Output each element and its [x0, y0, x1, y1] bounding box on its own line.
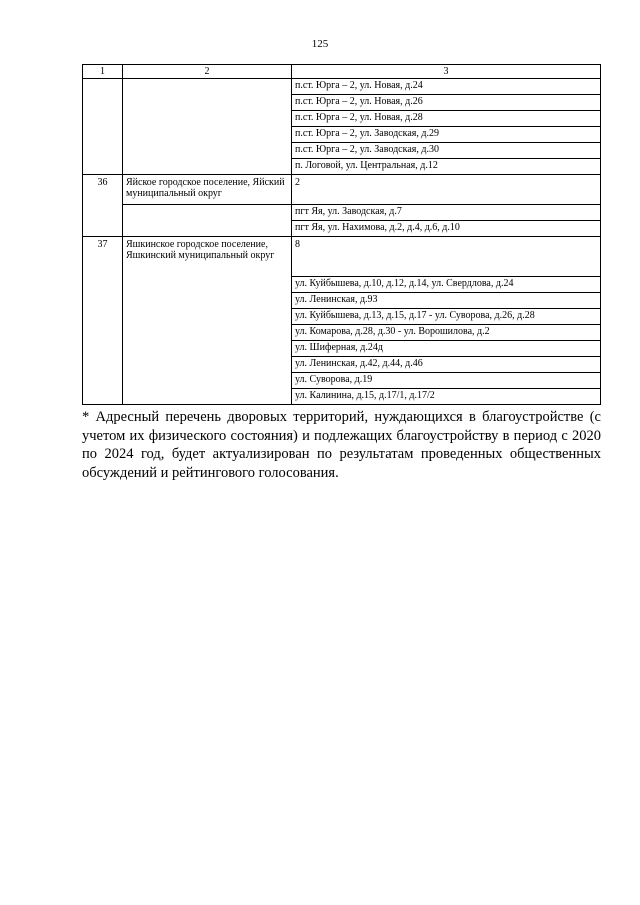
settlement-name-37: Яшкинское городское поселение, Яшкинский муниципальный округ: [123, 237, 292, 405]
table-header-row: [83, 65, 601, 79]
address-cell: ул. Комарова, д.28, д.30 - ул. Ворошилова, д.2: [292, 325, 601, 341]
table-row: [83, 79, 601, 95]
row-number-36: 36: [83, 175, 123, 237]
address-cell: ул. Куйбышева, д.13, д.15, д.17 - ул. Суворова, д.26, д.28: [292, 309, 601, 325]
settlement-name-cell-empty: [123, 205, 292, 237]
address-count-37: 8: [292, 237, 601, 277]
address-table: [82, 64, 601, 405]
address-count-36: 2: [292, 175, 601, 205]
address-cell: ул. Куйбышева, д.10, д.12, д.14, ул. Свердлова, д.24: [292, 277, 601, 293]
address-cell: ул. Ленинская, д.42, д.44, д.46: [292, 357, 601, 373]
table-row-36: [83, 175, 601, 205]
footnote: * Адресный перечень дворовых территорий, нуждающихся в благоустройстве (с учетом их физического состояния) и подлежащих благоустройству в период с 2020 по 2024 год, будет актуализирован по результатам проведенных общественных обсуждений и рейтингового голосования.: [82, 409, 601, 481]
address-cell: ул. Ленинская, д.93: [292, 293, 601, 309]
address-cell: п.ст. Юрга – 2, ул. Новая, д.24: [292, 79, 601, 95]
address-cell: п.ст. Юрга – 2, ул. Заводская, д.29: [292, 127, 601, 143]
address-cell: п.ст. Юрга – 2, ул. Заводская, д.30: [292, 143, 601, 159]
row-number-cell-empty: [83, 79, 123, 175]
column-header-3: 3: [292, 65, 601, 79]
table-row: [83, 205, 601, 221]
page-number: 125: [311, 38, 329, 50]
address-cell: п. Логовой, ул. Центральная, д.12: [292, 159, 601, 175]
address-cell: пгт Яя, ул. Нахимова, д.2, д.4, д.6, д.10: [292, 221, 601, 237]
address-cell: ул. Суворова, д.19: [292, 373, 601, 389]
address-cell: п.ст. Юрга – 2, ул. Новая, д.26: [292, 95, 601, 111]
address-cell: пгт Яя, ул. Заводская, д.7: [292, 205, 601, 221]
column-header-1: 1: [83, 65, 123, 79]
address-cell: ул. Шиферная, д.24д: [292, 341, 601, 357]
column-header-2: 2: [123, 65, 292, 79]
table-row-37: [83, 237, 601, 277]
row-number-37: 37: [83, 237, 123, 405]
address-cell: п.ст. Юрга – 2, ул. Новая, д.28: [292, 111, 601, 127]
settlement-name-36: Яйское городское поселение, Яйский муниципальный округ: [123, 175, 292, 205]
address-cell: ул. Калинина, д.15, д.17/1, д.17/2: [292, 389, 601, 405]
row-name-cell-empty: [123, 79, 292, 175]
